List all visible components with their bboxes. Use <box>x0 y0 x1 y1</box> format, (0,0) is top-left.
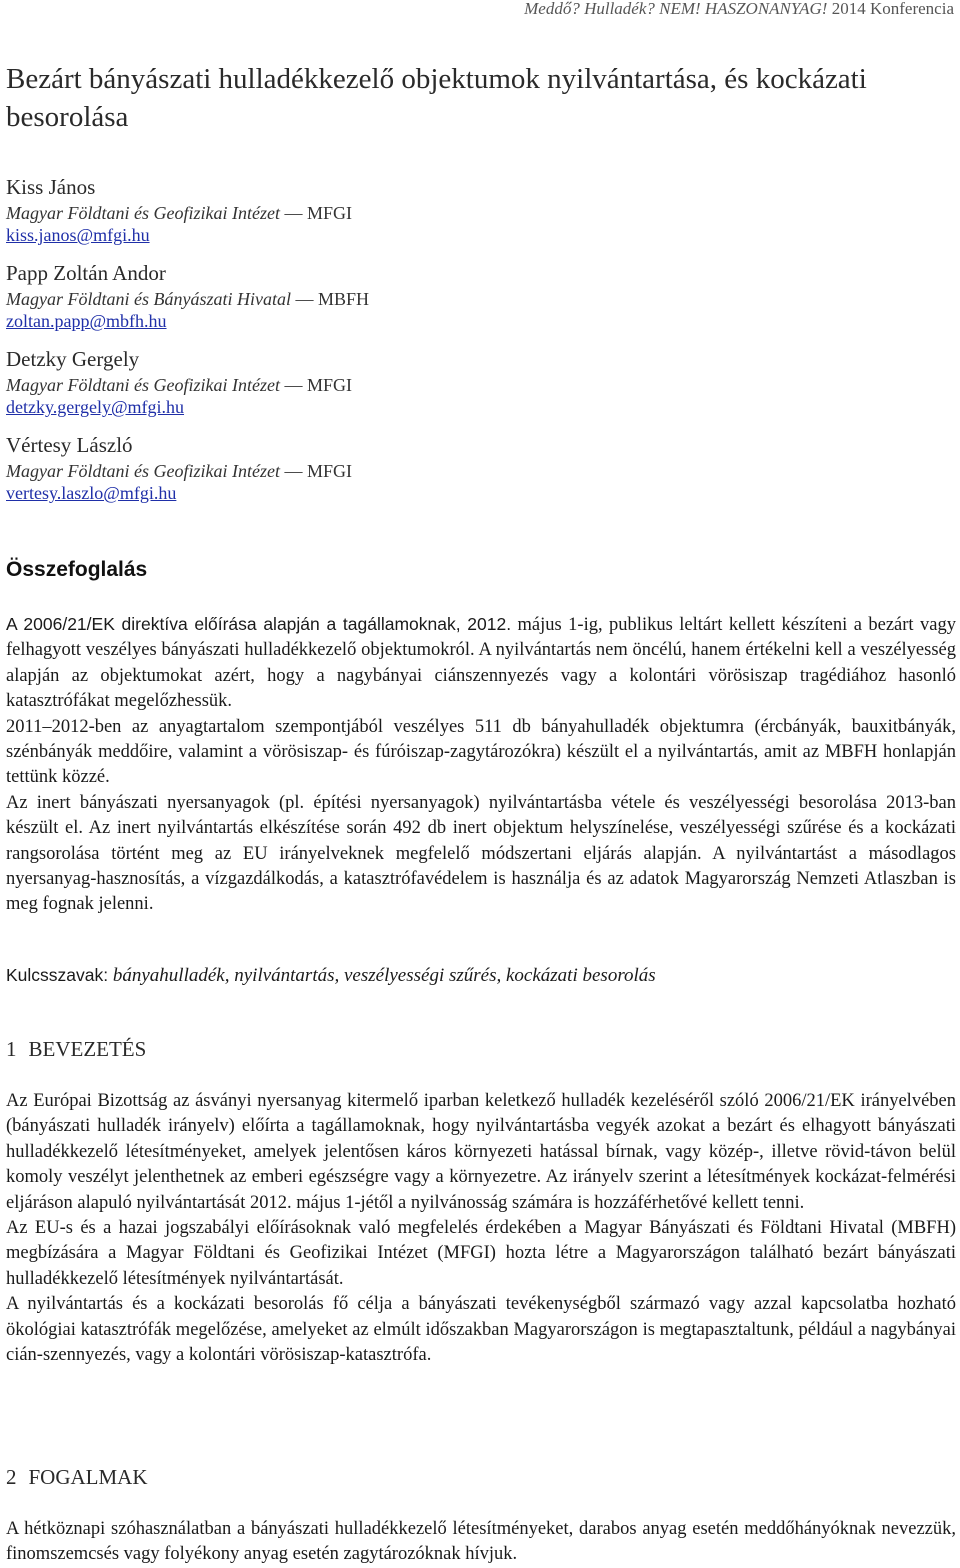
author-institution: Magyar Földtani és Geofizikai Intézet <box>6 203 280 223</box>
affiliation-dash: — <box>284 203 303 223</box>
author-institution-abbr: MFGI <box>306 461 352 481</box>
author-name: Kiss János <box>6 175 96 199</box>
author-name: Vértesy László <box>6 433 133 457</box>
author-email-link[interactable]: zoltan.papp@mbfh.hu <box>6 311 167 331</box>
affiliation-dash: — <box>284 375 303 395</box>
section-heading-definitions <box>6 1465 148 1490</box>
author-institution-abbr: MBFH <box>317 289 369 309</box>
affiliation-dash: — <box>284 461 303 481</box>
section-number: 2 <box>6 1465 17 1489</box>
author-institution-abbr: MFGI <box>306 203 352 223</box>
author-list <box>6 173 706 517</box>
author-institution: Magyar Földtani és Bányászati Hivatal <box>6 289 291 309</box>
author-affiliation <box>6 374 706 396</box>
author-email-link[interactable]: vertesy.laszlo@mfgi.hu <box>6 483 177 503</box>
author-email-link[interactable]: detzky.gergely@mfgi.hu <box>6 397 185 417</box>
abstract-heading: Összefoglalás <box>6 558 148 581</box>
body-paragraph: A hétköznapi szóhasználatban a bányászati hulladékkezelő létesítményeket, darabos anyag esetén meddőhányóknak nevezzük, finomszemcsés vagy folyékony anyag esetén zagytározóknak hívjuk. <box>6 1519 956 1565</box>
keywords-label: Kulcsszavak: <box>6 965 109 985</box>
abstract-paragraph: Az inert bányászati nyersanyagok (pl. építési nyersanyagok) nyilvántartásba vétele és veszélyességi besorolása 2013-ban készült el. Az inert nyilvántartás elkészítése során 492 db inert objektum helyszínelése, veszélyességi szűrése és a kockázati rangsorolása történt meg az EU irányelveknek megfelelő módszertani eljárás alapján. A nyilvántartást a másodlagos nyersanyag-hasznosítás, a vízgazdálkodás, a katasztrófavédelem is használja és az adatok Magyarország Nemzeti Atlaszban is meg fognak jelenni. <box>6 792 956 915</box>
section-heading-introduction <box>6 1037 146 1062</box>
section-introduction-body <box>6 1089 956 1368</box>
keywords <box>6 962 956 989</box>
author-institution-abbr: MFGI <box>306 375 352 395</box>
paper-title: Bezárt bányászati hulladékkezelő objektumok nyilvántartása, és kockázati besorolása <box>6 63 867 133</box>
affiliation-dash: — <box>295 289 314 309</box>
author-institution: Magyar Földtani és Geofizikai Intézet <box>6 461 280 481</box>
section-title: BEVEZETÉS <box>28 1037 147 1061</box>
author-affiliation <box>6 460 706 482</box>
author-name: Papp Zoltán Andor <box>6 261 166 285</box>
author-block <box>6 431 706 504</box>
section-title: FOGALMAK <box>28 1465 148 1489</box>
author-affiliation <box>6 288 706 310</box>
body-paragraph: Az EU-s és a hazai jogszabályi előírásoknak való megfelelés érdekében a Magyar Bányászati és Földtani Hivatal (MBFH) megbízására a Magyar Földtani és Geofizikai Intézet (MFGI) hozta létre a Magyarországon található bezárt bányászati hulladékkezelő létesítmények nyilvántartását. <box>6 1218 956 1289</box>
section-number: 1 <box>6 1037 17 1061</box>
author-block <box>6 259 706 332</box>
abstract-body <box>6 612 956 918</box>
author-block <box>6 173 706 246</box>
keywords-items: bányahulladék, nyilvántartás, veszélyességi szűrés, kockázati besorolás <box>112 965 656 986</box>
running-header-italic: Meddő? Hulladék? NEM! HASZONANYAG! <box>524 0 828 18</box>
abstract-text: május 1-ig, publikus leltárt kellett készíteni a bezárt vagy felhagyott veszélyes bányászati hulladékkezelő objektumokról. A nyilvántartás nem öncélú, hanem értékelni kell a veszélyesség alapján az objektumokat azért, hogy a nagybányai ciánszennyezés vagy a kolontári vörösiszap tragédiához hasonló katasztrófákat megelőzhessük. <box>6 615 956 712</box>
abstract-paragraph <box>6 612 956 715</box>
author-institution: Magyar Földtani és Geofizikai Intézet <box>6 375 280 395</box>
author-email-link[interactable]: kiss.janos@mfgi.hu <box>6 225 150 245</box>
author-block <box>6 345 706 418</box>
running-header <box>524 0 954 19</box>
section-definitions-body <box>6 1517 956 1568</box>
author-name: Detzky Gergely <box>6 347 140 371</box>
abstract-lead: A 2006/21/EK direktíva előírása alapján a tagállamoknak, 2012. <box>6 614 512 634</box>
abstract-paragraph: 2011–2012-ben az anyagtartalom szempontjából veszélyes 511 db bányahulladék objektumra (ércbányák, bauxitbányák, szénbányák meddőire, valamint a vörösiszap- és fúróiszap-zagytározókra) készült el a nyilvántartás, amit az MBFH honlapján tettünk közzé. <box>6 716 956 788</box>
author-affiliation <box>6 202 706 224</box>
body-paragraph: A nyilvántartás és a kockázati besorolás fő célja a bányászati tevékenységből származó vagy azzal kapcsolatba hozható ökológiai katasztrófák megelőzése, amelyeket az elmúlt időszakban Magyarországon is megtapasztaltunk, például a nagybányai cián-szennyezés, vagy a kolontári vörösiszap-katasztrófa. <box>6 1294 956 1366</box>
running-header-year: 2014 Konferencia <box>831 0 954 18</box>
body-paragraph: Az Európai Bizottság az ásványi nyersanyag kitermelő iparban keletkező hulladék kezeléséről szóló 2006/21/EK irányelvében (bányászati hulladék irányelv) előírta a tagállamoknak, hogy nyilvántartásba vegyék azokat a bezárt és elhagyott bányászati hulladékkezelő létesítményeket, amelyek jelentősen káros környezeti hatással bírnak, vagy közép-, illetve rövid-távon belül komoly veszélyt jelenthetnek az emberi egészségre vagy a környezetre. Az irányelv szerint a létesítmények kockázat-felmérési eljáráson alapuló nyilvántartását 2012. május 1-jétől a nyilvánosság számára is hozzáférhetővé kellett tenni. <box>6 1091 956 1213</box>
